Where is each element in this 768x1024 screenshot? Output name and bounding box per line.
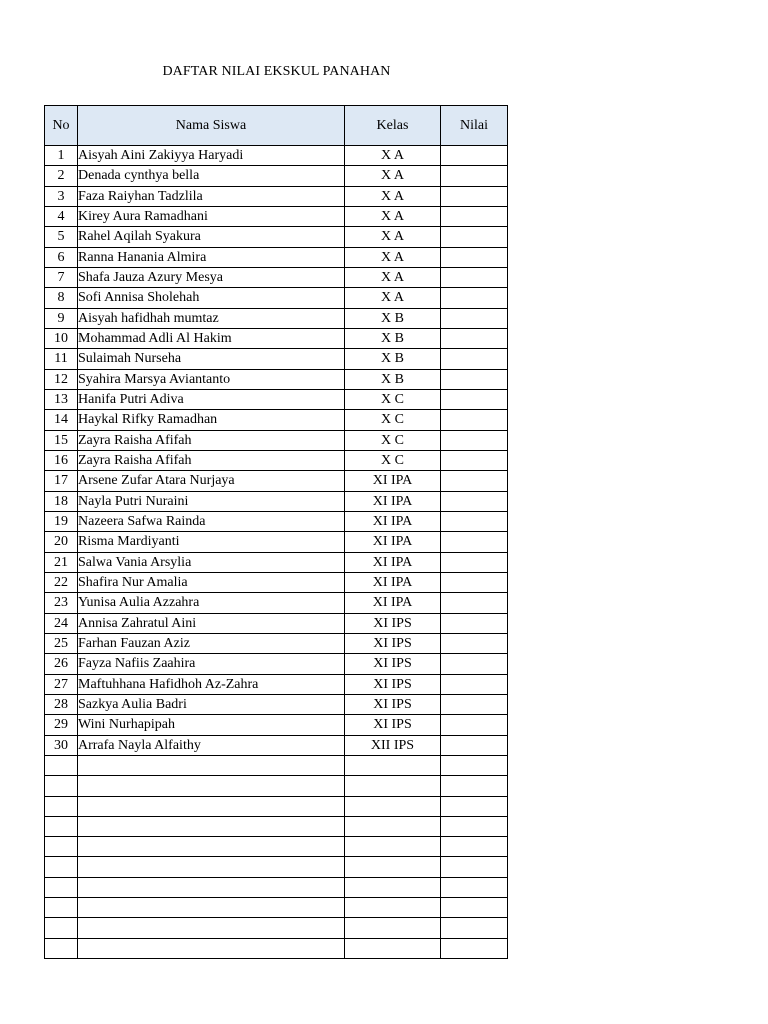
cell-no: 27 <box>45 674 78 694</box>
cell-name: Arrafa Nayla Alfaithy <box>78 735 345 755</box>
cell-kelas: XI IPA <box>345 532 441 552</box>
cell-kelas: XI IPS <box>345 654 441 674</box>
cell-kelas: XI IPA <box>345 552 441 572</box>
cell-nilai <box>441 715 508 735</box>
table-row <box>45 410 508 430</box>
cell-name <box>78 857 345 877</box>
table-row <box>45 633 508 653</box>
cell-no <box>45 918 78 938</box>
cell-nilai <box>441 735 508 755</box>
table-row <box>45 715 508 735</box>
table-row <box>45 166 508 186</box>
cell-name: Yunisa Aulia Azzahra <box>78 593 345 613</box>
cell-kelas: X B <box>345 369 441 389</box>
cell-kelas: XI IPS <box>345 674 441 694</box>
cell-name: Rahel Aqilah Syakura <box>78 227 345 247</box>
cell-name: Mohammad Adli Al Hakim <box>78 328 345 348</box>
cell-no: 21 <box>45 552 78 572</box>
table-row <box>45 206 508 226</box>
cell-no: 30 <box>45 735 78 755</box>
cell-nilai <box>441 755 508 775</box>
cell-kelas: XII IPS <box>345 735 441 755</box>
cell-kelas: X C <box>345 430 441 450</box>
table-row <box>45 389 508 409</box>
cell-kelas <box>345 938 441 958</box>
cell-kelas: XI IPS <box>345 633 441 653</box>
cell-nilai <box>441 552 508 572</box>
cell-kelas: X A <box>345 227 441 247</box>
cell-name <box>78 918 345 938</box>
table-row <box>45 146 508 166</box>
cell-no: 22 <box>45 572 78 592</box>
cell-name: Aisyah hafidhah mumtaz <box>78 308 345 328</box>
cell-no <box>45 877 78 897</box>
table-row <box>45 755 508 775</box>
cell-nilai <box>441 247 508 267</box>
table-row <box>45 471 508 491</box>
cell-kelas: X A <box>345 146 441 166</box>
cell-kelas: X C <box>345 450 441 470</box>
cell-kelas: XI IPA <box>345 593 441 613</box>
cell-nilai <box>441 227 508 247</box>
table-row <box>45 450 508 470</box>
cell-kelas <box>345 837 441 857</box>
cell-kelas: X B <box>345 328 441 348</box>
cell-name: Kirey Aura Ramadhani <box>78 206 345 226</box>
cell-nilai <box>441 389 508 409</box>
cell-kelas: X A <box>345 247 441 267</box>
table-row <box>45 288 508 308</box>
cell-name: Maftuhhana Hafidhoh Az-Zahra <box>78 674 345 694</box>
cell-nilai <box>441 471 508 491</box>
cell-kelas <box>345 898 441 918</box>
table-row <box>45 430 508 450</box>
cell-nilai <box>441 613 508 633</box>
cell-name: Syahira Marsya Aviantanto <box>78 369 345 389</box>
cell-nilai <box>441 369 508 389</box>
table-row <box>45 938 508 958</box>
cell-no: 10 <box>45 328 78 348</box>
table-row <box>45 369 508 389</box>
cell-kelas <box>345 816 441 836</box>
cell-nilai <box>441 349 508 369</box>
cell-name: Sazkya Aulia Badri <box>78 694 345 714</box>
cell-nilai <box>441 796 508 816</box>
cell-kelas: XI IPA <box>345 491 441 511</box>
cell-no: 25 <box>45 633 78 653</box>
cell-name: Annisa Zahratul Aini <box>78 613 345 633</box>
cell-nilai <box>441 166 508 186</box>
column-header-nama-siswa: Nama Siswa <box>78 106 345 146</box>
cell-no: 16 <box>45 450 78 470</box>
cell-name <box>78 755 345 775</box>
cell-name: Nazeera Safwa Rainda <box>78 511 345 531</box>
cell-no: 14 <box>45 410 78 430</box>
cell-name: Farhan Fauzan Aziz <box>78 633 345 653</box>
cell-name <box>78 837 345 857</box>
cell-kelas <box>345 857 441 877</box>
table-row <box>45 918 508 938</box>
cell-name <box>78 877 345 897</box>
cell-no: 13 <box>45 389 78 409</box>
cell-name <box>78 776 345 796</box>
table-row <box>45 247 508 267</box>
cell-kelas: XI IPA <box>345 511 441 531</box>
cell-nilai <box>441 267 508 287</box>
cell-name: Ranna Hanania Almira <box>78 247 345 267</box>
cell-no: 4 <box>45 206 78 226</box>
cell-no <box>45 837 78 857</box>
cell-no <box>45 755 78 775</box>
table-row <box>45 532 508 552</box>
cell-name: Shafira Nur Amalia <box>78 572 345 592</box>
cell-name <box>78 938 345 958</box>
cell-name: Fayza Nafiis Zaahira <box>78 654 345 674</box>
cell-kelas: X A <box>345 166 441 186</box>
cell-no: 18 <box>45 491 78 511</box>
cell-nilai <box>441 511 508 531</box>
cell-name: Zayra Raisha Afifah <box>78 430 345 450</box>
cell-no <box>45 898 78 918</box>
cell-no <box>45 857 78 877</box>
cell-name: Sulaimah Nurseha <box>78 349 345 369</box>
table-row <box>45 511 508 531</box>
cell-no: 20 <box>45 532 78 552</box>
cell-nilai <box>441 146 508 166</box>
cell-nilai <box>441 918 508 938</box>
cell-no: 3 <box>45 186 78 206</box>
cell-nilai <box>441 491 508 511</box>
cell-kelas <box>345 918 441 938</box>
table-row <box>45 837 508 857</box>
cell-no: 17 <box>45 471 78 491</box>
table-row <box>45 898 508 918</box>
column-header-nilai: Nilai <box>441 106 508 146</box>
cell-name: Denada cynthya bella <box>78 166 345 186</box>
cell-nilai <box>441 938 508 958</box>
cell-name: Wini Nurhapipah <box>78 715 345 735</box>
cell-nilai <box>441 694 508 714</box>
cell-name: Nayla Putri Nuraini <box>78 491 345 511</box>
cell-name: Faza Raiyhan Tadzlila <box>78 186 345 206</box>
cell-name: Sofi Annisa Sholehah <box>78 288 345 308</box>
table-row <box>45 694 508 714</box>
cell-kelas: X C <box>345 389 441 409</box>
table-row <box>45 593 508 613</box>
cell-name: Zayra Raisha Afifah <box>78 450 345 470</box>
cell-kelas: X C <box>345 410 441 430</box>
table-row <box>45 816 508 836</box>
cell-no: 9 <box>45 308 78 328</box>
cell-nilai <box>441 877 508 897</box>
table-row <box>45 328 508 348</box>
cell-kelas <box>345 755 441 775</box>
header-row <box>45 106 508 146</box>
cell-name: Shafa Jauza Azury Mesya <box>78 267 345 287</box>
cell-no <box>45 776 78 796</box>
cell-no: 23 <box>45 593 78 613</box>
table-row <box>45 186 508 206</box>
cell-nilai <box>441 593 508 613</box>
cell-name <box>78 796 345 816</box>
table-row <box>45 654 508 674</box>
cell-no: 1 <box>45 146 78 166</box>
cell-nilai <box>441 857 508 877</box>
table-row <box>45 613 508 633</box>
cell-kelas <box>345 776 441 796</box>
cell-nilai <box>441 328 508 348</box>
cell-name: Haykal Rifky Ramadhan <box>78 410 345 430</box>
cell-kelas: XI IPA <box>345 572 441 592</box>
cell-nilai <box>441 308 508 328</box>
cell-kelas: XI IPS <box>345 613 441 633</box>
cell-nilai <box>441 206 508 226</box>
table-body <box>45 146 508 959</box>
cell-no <box>45 796 78 816</box>
cell-nilai <box>441 572 508 592</box>
cell-name: Risma Mardiyanti <box>78 532 345 552</box>
table-row <box>45 735 508 755</box>
cell-nilai <box>441 430 508 450</box>
cell-kelas: X A <box>345 206 441 226</box>
table-row <box>45 308 508 328</box>
cell-no: 5 <box>45 227 78 247</box>
grade-table <box>44 105 508 959</box>
cell-kelas <box>345 796 441 816</box>
cell-kelas: X B <box>345 349 441 369</box>
cell-kelas: XI IPA <box>345 471 441 491</box>
table-row <box>45 349 508 369</box>
cell-kelas: X A <box>345 288 441 308</box>
table-header <box>45 106 508 146</box>
table-row <box>45 491 508 511</box>
page-title: DAFTAR NILAI EKSKUL PANAHAN <box>162 64 391 79</box>
cell-no: 28 <box>45 694 78 714</box>
cell-nilai <box>441 633 508 653</box>
cell-no: 2 <box>45 166 78 186</box>
cell-name: Salwa Vania Arsylia <box>78 552 345 572</box>
cell-name: Hanifa Putri Adiva <box>78 389 345 409</box>
cell-nilai <box>441 776 508 796</box>
cell-kelas: X A <box>345 186 441 206</box>
table-row <box>45 857 508 877</box>
cell-no: 26 <box>45 654 78 674</box>
cell-nilai <box>441 654 508 674</box>
table-row <box>45 552 508 572</box>
cell-kelas <box>345 877 441 897</box>
column-header-no: No <box>45 106 78 146</box>
table-row <box>45 877 508 897</box>
table-row <box>45 674 508 694</box>
cell-nilai <box>441 532 508 552</box>
column-header-kelas: Kelas <box>345 106 441 146</box>
cell-no: 11 <box>45 349 78 369</box>
cell-no: 19 <box>45 511 78 531</box>
cell-nilai <box>441 898 508 918</box>
table-row <box>45 776 508 796</box>
cell-no: 15 <box>45 430 78 450</box>
table-row <box>45 796 508 816</box>
cell-nilai <box>441 450 508 470</box>
cell-no: 29 <box>45 715 78 735</box>
table-row <box>45 267 508 287</box>
cell-kelas: X B <box>345 308 441 328</box>
cell-nilai <box>441 674 508 694</box>
cell-kelas: XI IPS <box>345 715 441 735</box>
cell-name: Aisyah Aini Zakiyya Haryadi <box>78 146 345 166</box>
cell-no <box>45 938 78 958</box>
cell-kelas: X A <box>345 267 441 287</box>
cell-nilai <box>441 816 508 836</box>
cell-no: 24 <box>45 613 78 633</box>
cell-name <box>78 816 345 836</box>
cell-no: 12 <box>45 369 78 389</box>
cell-nilai <box>441 288 508 308</box>
cell-nilai <box>441 410 508 430</box>
cell-no: 8 <box>45 288 78 308</box>
cell-no: 6 <box>45 247 78 267</box>
cell-nilai <box>441 837 508 857</box>
table-row <box>45 227 508 247</box>
cell-kelas: XI IPS <box>345 694 441 714</box>
table-row <box>45 572 508 592</box>
cell-no <box>45 816 78 836</box>
cell-name: Arsene Zufar Atara Nurjaya <box>78 471 345 491</box>
cell-name <box>78 898 345 918</box>
cell-no: 7 <box>45 267 78 287</box>
cell-nilai <box>441 186 508 206</box>
